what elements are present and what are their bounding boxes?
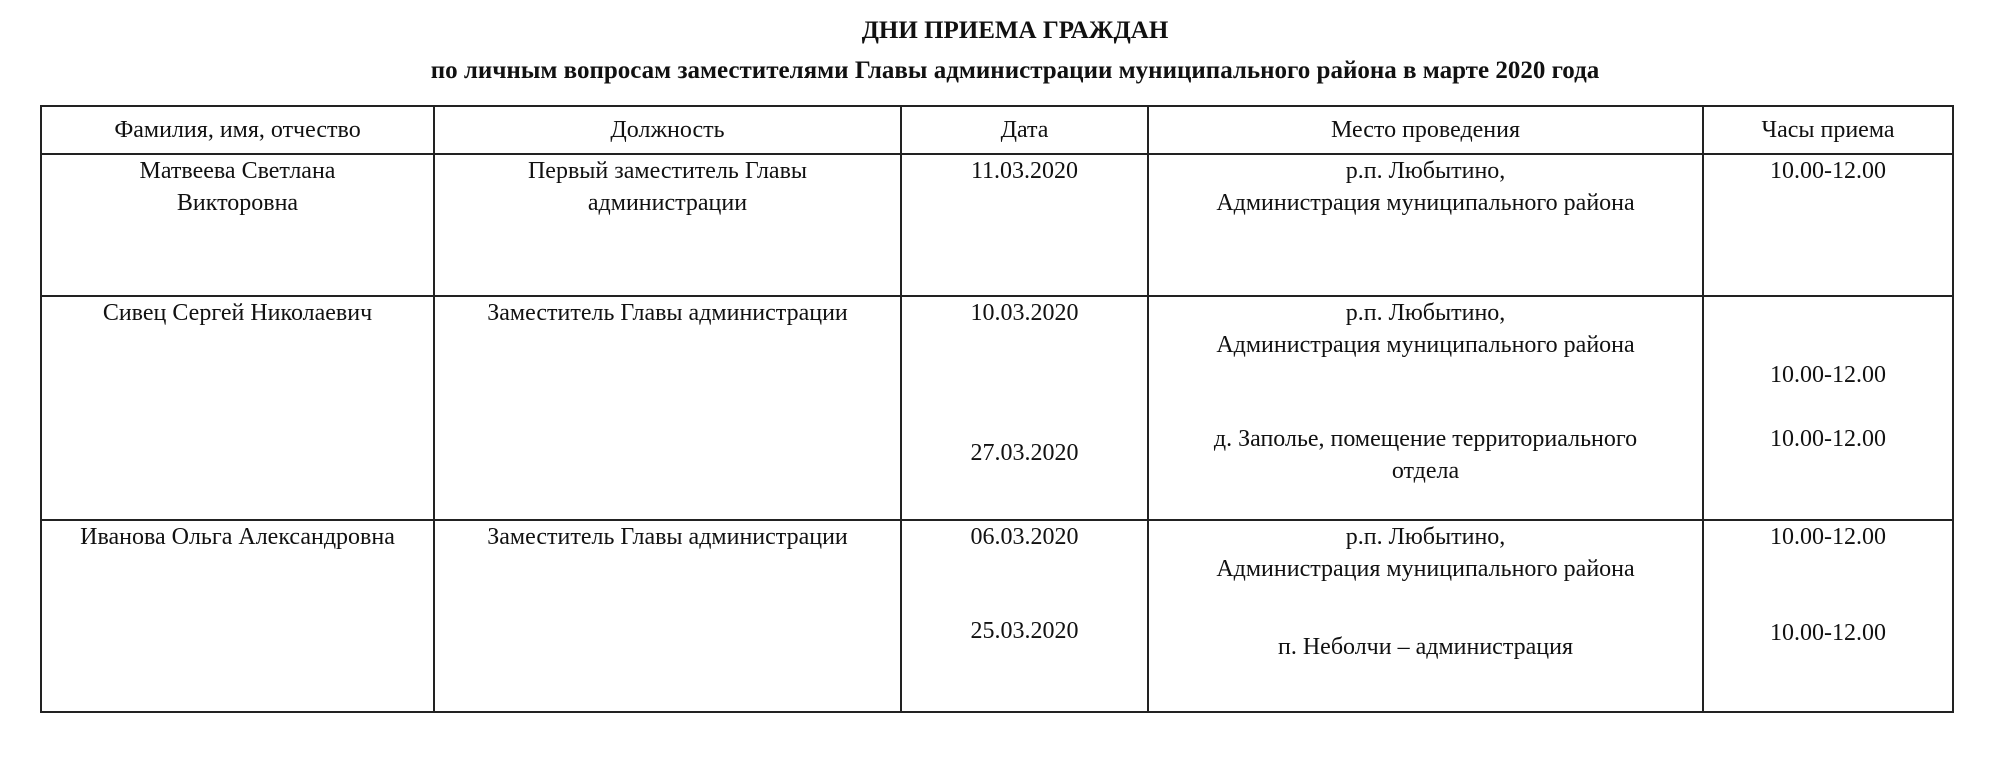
place-line: Администрация муниципального района [1216, 190, 1635, 216]
date-value: 25.03.2020 [970, 618, 1079, 644]
column-header-date: Дата [901, 106, 1148, 154]
place-line: р.п. Любытино, [1345, 300, 1506, 326]
position-line: Первый заместитель Главы [527, 158, 808, 184]
table-row [41, 154, 1953, 296]
place-line: р.п. Любытино, [1345, 524, 1506, 550]
position-line: Заместитель Главы администрации [487, 300, 848, 326]
table-row [41, 520, 1953, 712]
place-line: д. Заполье, помещение территориального [1213, 426, 1638, 452]
document-subtitle: по личным вопросам заместителями Главы администрации муниципального района в марте 2020 года [430, 57, 1600, 84]
name-line: Викторовна [176, 190, 299, 216]
reception-schedule-table [40, 105, 1954, 713]
name-line: Иванова Ольга Александровна [80, 524, 395, 550]
hours-value: 10.00-12.00 [1770, 620, 1886, 646]
table-row [41, 296, 1953, 520]
cell-name [41, 520, 434, 712]
cell-position [434, 520, 901, 712]
cell-hours [1703, 520, 1953, 712]
date-value: 10.03.2020 [970, 300, 1079, 326]
hours-value: 10.00-12.00 [1770, 158, 1886, 184]
column-header-hours: Часы приема [1703, 106, 1953, 154]
column-header-place: Место проведения [1148, 106, 1703, 154]
hours-value: 10.00-12.00 [1770, 426, 1886, 452]
place-line: р.п. Любытино, [1345, 158, 1506, 184]
hours-value: 10.00-12.00 [1770, 524, 1886, 550]
cell-name [41, 154, 434, 296]
cell-place [1148, 296, 1703, 520]
cell-hours [1703, 154, 1953, 296]
date-value: 06.03.2020 [970, 524, 1079, 550]
cell-place [1148, 154, 1703, 296]
document-title: ДНИ ПРИЕМА ГРАЖДАН [861, 17, 1169, 44]
place-line: п. Неболчи – администрация [1277, 634, 1573, 660]
position-line: Заместитель Главы администрации [487, 524, 848, 550]
cell-date [901, 520, 1148, 712]
name-line: Сивец Сергей Николаевич [102, 300, 373, 326]
column-header-name: Фамилия, имя, отчество [41, 106, 434, 154]
cell-place [1148, 520, 1703, 712]
position-line: администрации [587, 190, 748, 216]
place-line: Администрация муниципального района [1216, 556, 1635, 582]
cell-position [434, 296, 901, 520]
cell-hours [1703, 296, 1953, 520]
cell-name [41, 296, 434, 520]
cell-date [901, 296, 1148, 520]
table-header-row [41, 106, 1953, 154]
place-line: Администрация муниципального района [1216, 332, 1635, 358]
name-line: Матвеева Светлана [139, 158, 336, 184]
column-header-position: Должность [434, 106, 901, 154]
place-line: отдела [1391, 458, 1460, 484]
cell-position [434, 154, 901, 296]
date-value: 27.03.2020 [970, 440, 1079, 466]
hours-value: 10.00-12.00 [1770, 362, 1886, 388]
date-value: 11.03.2020 [970, 158, 1079, 184]
cell-date [901, 154, 1148, 296]
